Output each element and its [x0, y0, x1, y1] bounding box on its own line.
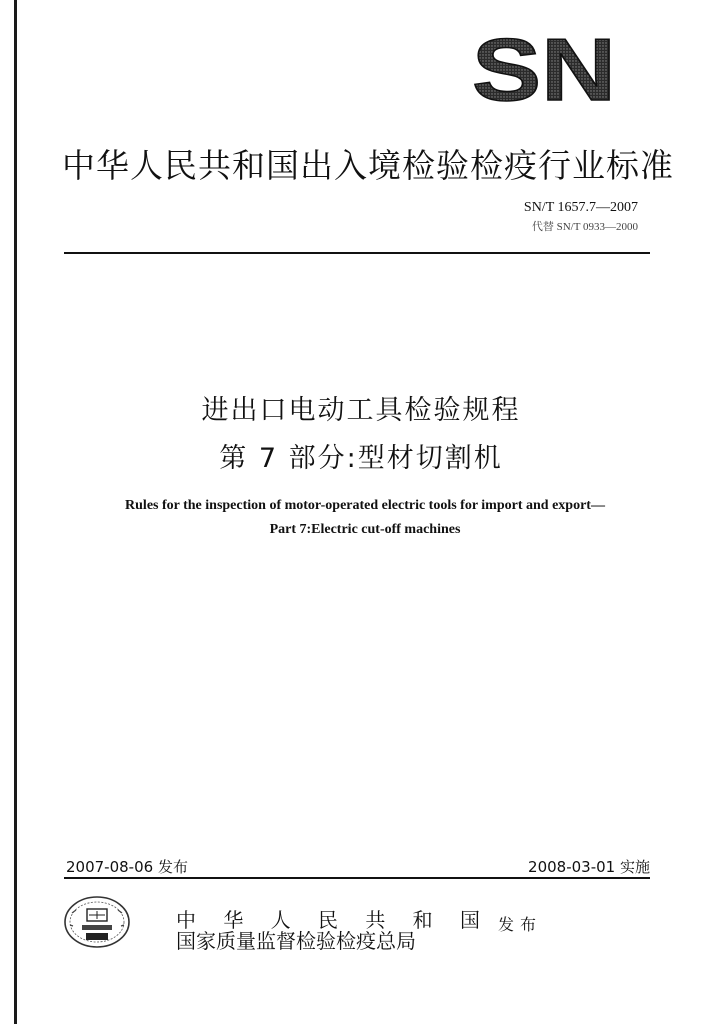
svg-text:SN: SN [472, 30, 616, 106]
issuer-char: 共 [365, 908, 386, 932]
footer-divider [64, 877, 650, 879]
issue-date: 2007-08-06 发布 [66, 858, 188, 876]
header-divider [64, 252, 650, 254]
implementation-date: 2008-03-01 实施 [528, 858, 650, 876]
title-english-line1: Rules for the inspection of motor-operated electric tools for import and export— [125, 498, 605, 513]
issuer-agency: 国家质量监督检验检疫总局 [176, 929, 416, 953]
publish-label: 发布 [498, 915, 543, 934]
issuer-char: 中 [176, 908, 196, 932]
issuing-authority-title: 中华人民共和国出入境检验检疫行业标准 [62, 146, 674, 185]
issuer-char: 国 [459, 908, 480, 932]
issuer-char: 民 [317, 908, 338, 932]
standard-number: SN/T 1657.7—2007 [523, 200, 638, 215]
title-chinese-line2: 第 7 部分:型材切割机 [219, 443, 503, 474]
official-seal-icon [62, 893, 132, 951]
scan-binding-edge [14, 0, 17, 1024]
title-chinese-line1: 进出口电动工具检验规程 [201, 395, 521, 426]
replaced-standard: 代替 SN/T 0933—2000 [531, 221, 638, 233]
issuer-char: 华 [223, 908, 244, 932]
title-english-line2: Part 7:Electric cut-off machines [269, 522, 461, 537]
sn-logo-icon [470, 30, 618, 106]
issuer-char: 人 [270, 908, 291, 932]
issuer-char: 和 [412, 908, 433, 932]
